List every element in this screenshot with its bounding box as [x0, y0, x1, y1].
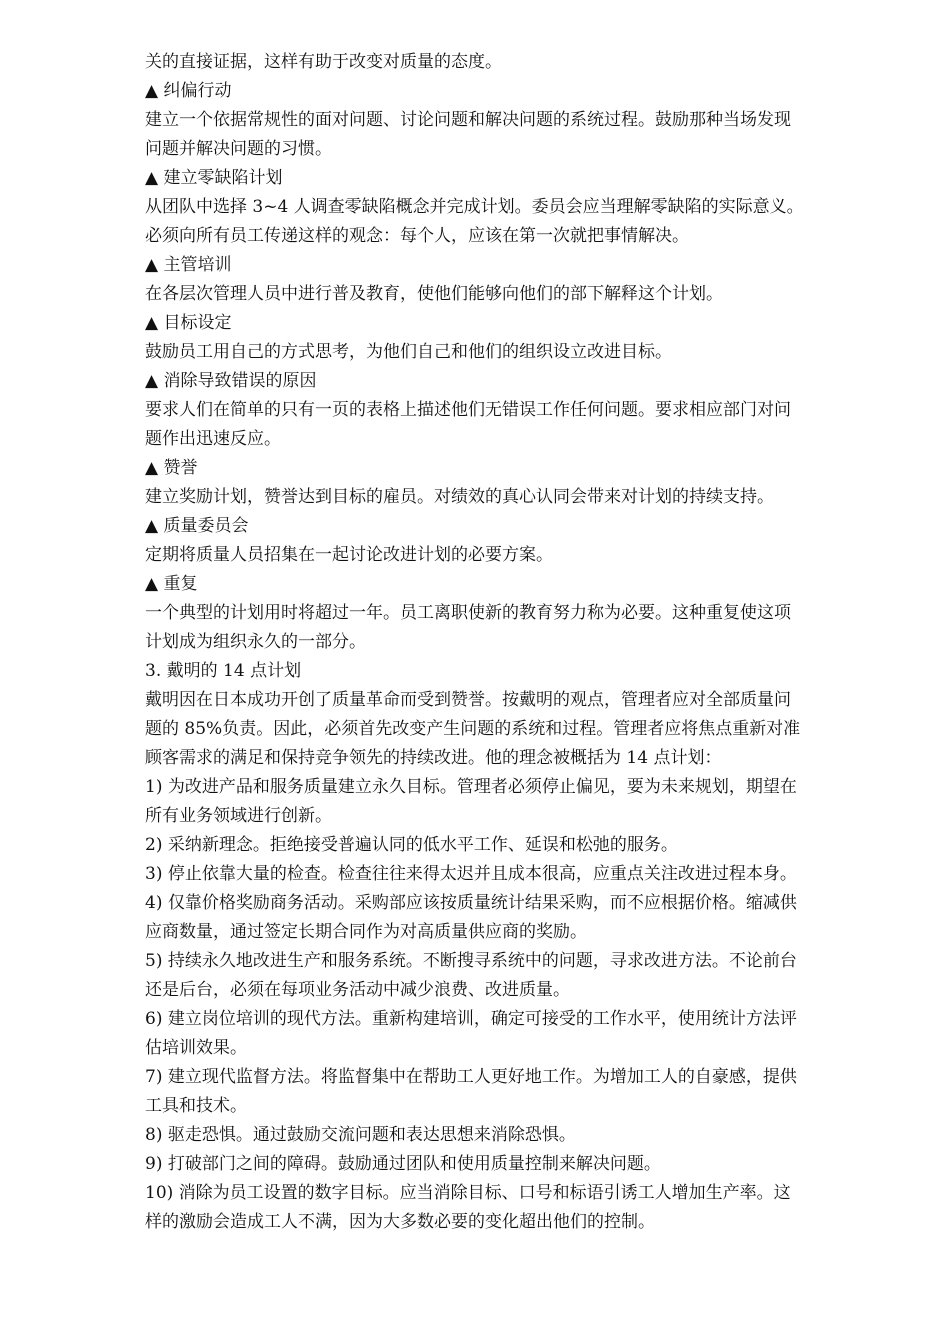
list-item: 9) 打破部门之间的障碍。鼓励通过团队和使用质量控制来解决问题。	[145, 1154, 661, 1174]
list-item: 8) 驱走恐惧。通过鼓励交流问题和表达思想来消除恐惧。	[145, 1125, 576, 1145]
text-line: 鼓励员工用自己的方式思考，为他们自己和他们的组织设立改进目标。	[145, 342, 672, 362]
text-line: 在各层次管理人员中进行普及教育，使他们能够向他们的部下解释这个计划。	[145, 284, 723, 304]
section-heading: ▲ 质量委员会	[145, 516, 249, 536]
section-heading: ▲ 消除导致错误的原因	[145, 371, 317, 391]
text-line: 样的激励会造成工人不满，因为大多数必要的变化超出他们的控制。	[145, 1212, 655, 1232]
list-item: 7) 建立现代监督方法。将监督集中在帮助工人更好地工作。为增加工人的自豪感，提供	[145, 1067, 797, 1087]
text-line: 顾客需求的满足和保持竞争领先的持续改进。他的理念被概括为 14 点计划：	[145, 748, 722, 768]
section-heading: 3. 戴明的 14 点计划	[145, 661, 302, 681]
list-item: 5) 持续永久地改进生产和服务系统。不断搜寻系统中的问题，寻求改进方法。不论前台	[145, 951, 797, 971]
list-item: 4) 仅靠价格奖励商务活动。采购部应该按质量统计结果采购，而不应根据价格。缩减供	[145, 893, 797, 913]
text-line: 估培训效果。	[145, 1038, 247, 1058]
text-line: 必须向所有员工传递这样的观念：每个人，应该在第一次就把事情解决。	[145, 226, 689, 246]
list-item: 3) 停止依靠大量的检查。检查往往来得太迟并且成本很高，应重点关注改进过程本身。	[145, 864, 797, 884]
text-line: 还是后台，必须在每项业务活动中减少浪费、改进质量。	[145, 980, 570, 1000]
text-line: 题作出迅速反应。	[145, 429, 281, 449]
text-line: 计划成为组织永久的一部分。	[145, 632, 366, 652]
list-item: 1) 为改进产品和服务质量建立永久目标。管理者必须停止偏见，要为未来规划，期望在	[145, 777, 797, 797]
text-line: 工具和技术。	[145, 1096, 247, 1116]
text-line: 题的 85%负责。因此，必须首先改变产生问题的系统和过程。管理者应将焦点重新对准	[145, 719, 801, 739]
section-heading: ▲ 主管培训	[145, 255, 232, 275]
text-line: 建立一个依据常规性的面对问题、讨论问题和解决问题的系统过程。鼓励那种当场发现	[145, 110, 791, 130]
text-line: 所有业务领域进行创新。	[145, 806, 332, 826]
section-heading: ▲ 建立零缺陷计划	[145, 168, 283, 188]
list-item: 2) 采纳新理念。拒绝接受普遍认同的低水平工作、延误和松弛的服务。	[145, 835, 678, 855]
text-line: 应商数量，通过签定长期合同作为对高质量供应商的奖励。	[145, 922, 587, 942]
list-item: 6) 建立岗位培训的现代方法。重新构建培训，确定可接受的工作水平，使用统计方法评	[145, 1009, 797, 1029]
text-line: 要求人们在简单的只有一页的表格上描述他们无错误工作任何问题。要求相应部门对问	[145, 400, 791, 420]
text-line: 戴明因在日本成功开创了质量革命而受到赞誉。按戴明的观点，管理者应对全部质量问	[145, 690, 791, 710]
text-line: 定期将质量人员招集在一起讨论改进计划的必要方案。	[145, 545, 553, 565]
text-line: 关的直接证据，这样有助于改变对质量的态度。	[145, 52, 502, 72]
document-page	[145, 48, 875, 1237]
section-heading: ▲ 纠偏行动	[145, 81, 232, 101]
text-line: 建立奖励计划，赞誉达到目标的雇员。对绩效的真心认同会带来对计划的持续支持。	[145, 487, 774, 507]
text-line: 从团队中选择 3~4 人调查零缺陷概念并完成计划。委员会应当理解零缺陷的实际意义。	[145, 197, 804, 217]
section-heading: ▲ 重复	[145, 574, 198, 594]
text-line: 一个典型的计划用时将超过一年。员工离职使新的教育努力称为必要。这种重复使这项	[145, 603, 791, 623]
list-item: 10) 消除为员工设置的数字目标。应当消除目标、口号和标语引诱工人增加生产率。这	[145, 1183, 791, 1203]
section-heading: ▲ 目标设定	[145, 313, 232, 333]
section-heading: ▲ 赞誉	[145, 458, 198, 478]
text-line: 问题并解决问题的习惯。	[145, 139, 332, 159]
